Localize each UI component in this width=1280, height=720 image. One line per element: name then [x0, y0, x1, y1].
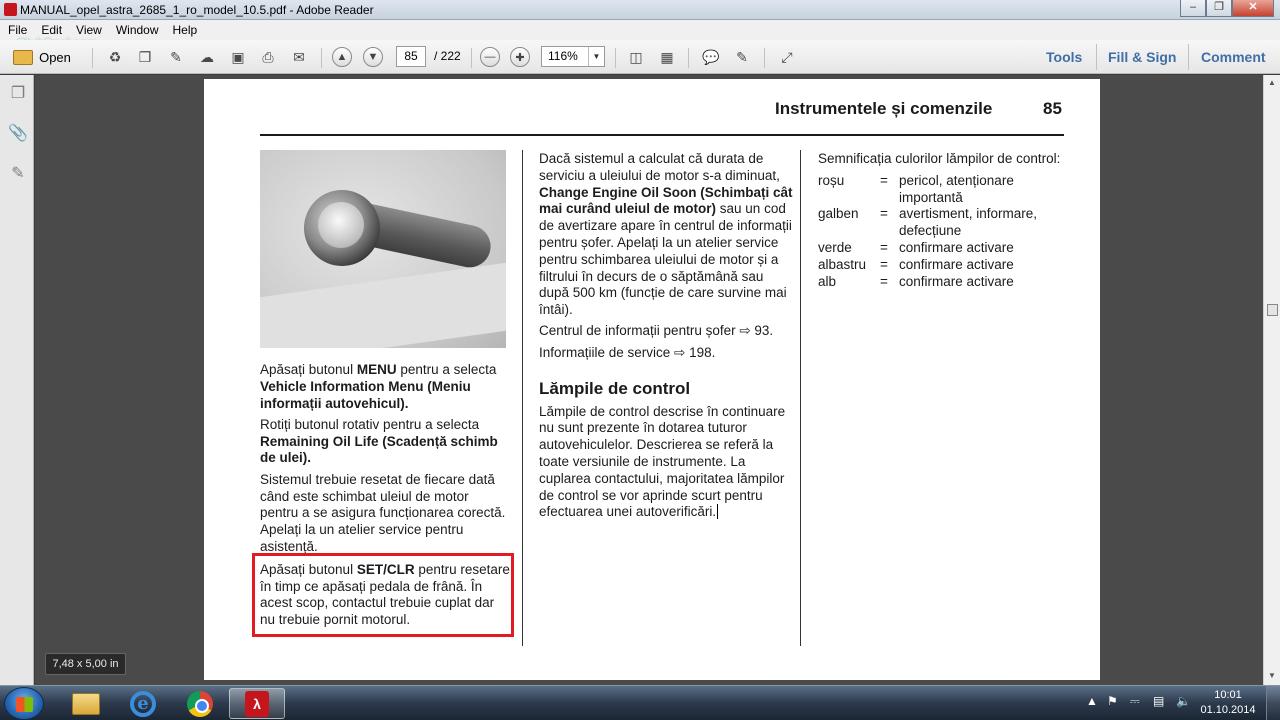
menu-help[interactable]: Help — [172, 23, 198, 37]
vertical-scrollbar[interactable] — [1263, 75, 1280, 685]
chrome-icon — [187, 691, 213, 717]
highlight-icon[interactable]: ✎ — [736, 48, 748, 65]
paragraph: Apăsați butonul MENU pentru a selecta Vehicle Information Menu (Meniu informații autovehicul). — [260, 362, 497, 411]
upload-icon[interactable]: ☁ — [200, 48, 214, 65]
menu-window[interactable]: Window — [115, 23, 159, 37]
network-icon[interactable]: ▤ — [1153, 694, 1165, 708]
show-desktop-button[interactable] — [1266, 686, 1280, 720]
restore-button[interactable]: ❐ — [1206, 0, 1232, 17]
attachments-icon[interactable]: 📎 — [8, 125, 28, 142]
chevron-down-icon[interactable]: ▼ — [588, 47, 604, 66]
column-divider — [522, 150, 523, 646]
toolbar-divider — [1096, 44, 1097, 70]
menu-bar — [0, 20, 1280, 40]
minus-icon: — — [480, 47, 500, 67]
open-button[interactable] — [6, 46, 78, 68]
table-row: verde = confirmare activare — [818, 239, 1014, 255]
table-row: galben = avertisment, informare, defecțiune — [818, 206, 1038, 239]
paragraph-highlighted: Apăsați butonul SET/CLR pentru resetare în timp ce apăsați pedala de frână. În acest scop, contactul trebuie cuplat dar nu trebuie pornit motorul. — [260, 561, 510, 628]
paragraph: Lămpile de control descrise în continuare nu sunt prezente în dotarea tuturor autovehiculelor. Descrierea se referă la toate versiunile de instrumente. La cuplarea contactului, majoritatea lămpilor de control se vor aprinde scurt pentru efectuarea unei autoverificări. — [539, 403, 786, 520]
menu-file[interactable]: File — [8, 23, 28, 37]
tray-expand-icon[interactable]: ▲ — [1086, 694, 1098, 708]
windows-logo-icon — [16, 697, 33, 712]
adobe-reader-icon — [4, 3, 17, 16]
color-meaning-table — [818, 173, 1068, 291]
fill-sign-link[interactable]: Fill & Sign — [1108, 49, 1177, 65]
toolbar-divider — [471, 48, 472, 68]
volume-icon[interactable]: 🔈 — [1176, 694, 1191, 708]
arrow-down-icon: ▼ — [363, 47, 383, 67]
clock-date: 01.10.2014 — [1200, 704, 1256, 716]
close-button[interactable]: ✕ — [1232, 0, 1274, 17]
start-button[interactable] — [4, 687, 44, 720]
table-row: roșu = pericol, atenționare importantă — [818, 172, 1014, 205]
taskbar-adobe-reader[interactable] — [229, 688, 285, 719]
header-rule — [260, 134, 1064, 136]
email-icon[interactable]: ✉ — [293, 48, 305, 65]
page-total: / 222 — [434, 49, 461, 63]
prev-page-button[interactable] — [332, 46, 352, 68]
toolbar-divider — [615, 48, 616, 68]
minimize-button[interactable]: – — [1180, 0, 1206, 17]
title-bar — [0, 0, 1280, 20]
taskbar-ie[interactable] — [115, 688, 171, 719]
pages-icon[interactable]: ❐ — [10, 85, 26, 102]
zoom-out-button[interactable] — [480, 46, 500, 68]
scroll-up-icon[interactable]: ▲ — [1268, 78, 1276, 87]
taskbar-explorer[interactable] — [58, 688, 114, 719]
window-title: MANUAL_opel_astra_2685_1_ro_model_10.5.pdf - Adobe Reader — [20, 3, 374, 17]
page-header-title: Instrumentele și comenzile — [775, 99, 993, 118]
navigation-pane — [0, 75, 34, 685]
save-icon[interactable]: ▣ — [231, 48, 245, 65]
arrow-up-icon: ▲ — [332, 47, 352, 67]
fit-width-icon[interactable]: ▦ — [660, 48, 674, 65]
toolbar — [0, 40, 1280, 74]
toolbar-divider — [1188, 44, 1189, 70]
paragraph: Sistemul trebuie resetat de fiecare dată când este schimbat uleiul de motor pentru a se asigura funcționarea corectă. Apelați la un atelier service pentru asistență. — [260, 471, 506, 554]
taskbar-chrome[interactable] — [172, 688, 228, 719]
toolbar-divider — [764, 48, 765, 68]
page-size-tooltip: 7,48 x 5,00 in — [45, 653, 126, 675]
internet-explorer-icon: e — [130, 691, 156, 717]
taskbar — [0, 685, 1280, 720]
plus-icon: ✚ — [510, 47, 530, 67]
print-icon[interactable]: ⎙ — [262, 48, 274, 65]
combine-icon[interactable]: ❐ — [138, 48, 152, 65]
column-3 — [818, 151, 1068, 290]
adobe-reader-icon: λ — [245, 691, 269, 717]
folder-icon — [13, 50, 33, 65]
clock-time: 10:01 — [1214, 689, 1242, 701]
create-pdf-icon[interactable]: ♻ — [108, 48, 122, 65]
page-header-number: 85 — [1043, 99, 1062, 118]
section-heading: Lămpile de control — [539, 378, 691, 398]
cross-reference[interactable]: Centrul de informații pentru șofer ⇨ 93. — [539, 323, 774, 339]
zoom-in-button[interactable] — [510, 46, 530, 68]
paragraph: Semnificația culorilor lămpilor de control: — [818, 151, 1061, 166]
text-cursor — [717, 504, 718, 519]
table-row: albastru = confirmare activare — [818, 256, 1014, 272]
pdf-page — [204, 79, 1100, 680]
highlight-rectangle — [252, 553, 514, 637]
toolbar-divider — [92, 48, 93, 68]
column-divider — [800, 150, 801, 646]
edit-icon[interactable]: ✎ — [170, 48, 182, 65]
table-row: alb = confirmare activare — [818, 273, 1014, 289]
cross-reference[interactable]: Informațiile de service ⇨ 198. — [539, 344, 716, 360]
control-stalk-photo — [260, 150, 506, 348]
zoom-select[interactable] — [541, 46, 605, 67]
menu-edit[interactable]: Edit — [41, 23, 63, 37]
menu-view[interactable]: View — [76, 23, 102, 37]
explorer-icon — [72, 693, 100, 715]
tools-link[interactable]: Tools — [1046, 49, 1083, 65]
usb-icon[interactable]: ⎓ — [1130, 694, 1140, 708]
paragraph: Dacă sistemul a calculat că durata de serviciu a uleiului de motor s-a diminuat, Change Engine Oil Soon (Schimbați cât mai curând uleiul de motor) sau un cod de avertizare apare în centrul de informații pentru șofer. Apelați la un atelier service pentru schimbarea uleiului de motor și a filtrului în decurs de o săptămână sau după 500 km (funcție de care survine mai întâi). — [539, 151, 793, 318]
scroll-down-icon[interactable]: ▼ — [1268, 671, 1276, 680]
toolbar-divider — [321, 48, 322, 68]
open-label: Open — [39, 49, 71, 65]
column-2 — [539, 151, 794, 526]
zoom-value: 116% — [548, 49, 578, 63]
expand-icon[interactable]: ⤢ — [781, 48, 793, 65]
action-center-icon[interactable]: ⚑ — [1107, 694, 1118, 708]
window-controls — [1180, 0, 1274, 18]
next-page-button[interactable] — [363, 46, 383, 68]
comment-link[interactable]: Comment — [1201, 49, 1266, 65]
toolbar-divider — [688, 48, 689, 68]
page-number-input[interactable]: 85 — [396, 46, 426, 67]
system-clock[interactable] — [1198, 688, 1258, 718]
scroll-thumb[interactable] — [1267, 304, 1278, 316]
fit-page-icon[interactable]: ◫ — [629, 48, 643, 65]
paragraph: Rotiți butonul rotativ pentru a selecta Remaining Oil Life (Scadență schimb de ulei). — [260, 416, 498, 466]
signatures-icon[interactable]: ✎ — [11, 165, 25, 182]
comment-icon[interactable]: 💬 — [702, 48, 720, 65]
